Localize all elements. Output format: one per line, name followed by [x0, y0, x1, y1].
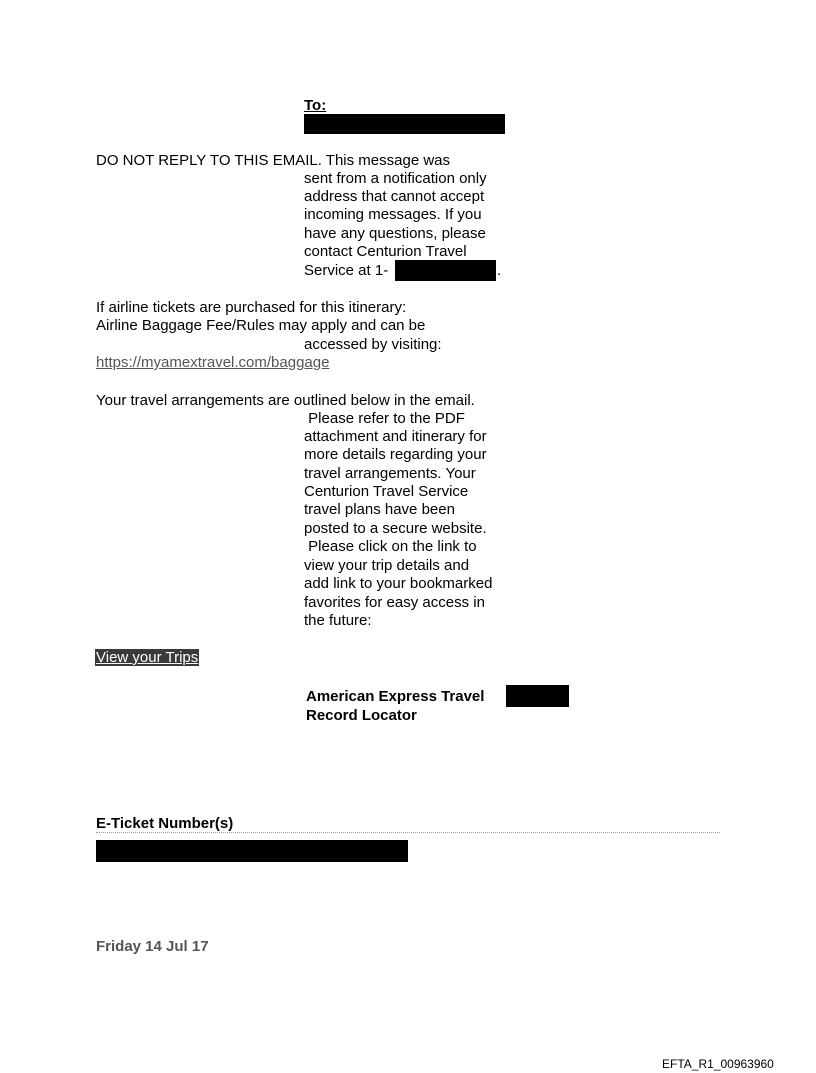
- redacted-recipient: [304, 114, 505, 134]
- redacted-eticket-numbers: [96, 840, 408, 862]
- arrangements-line: add link to your bookmarked: [304, 575, 493, 592]
- baggage-link[interactable]: https://myamextravel.com/baggage: [96, 354, 330, 371]
- notice-line: address that cannot accept: [304, 188, 485, 205]
- notice-line: incoming messages. If you: [304, 206, 482, 223]
- baggage-line: Airline Baggage Fee/Rules may apply and can be: [96, 317, 426, 334]
- record-locator-title: American Express Travel: [306, 688, 485, 705]
- notice-line: have any questions, please: [304, 225, 486, 242]
- notice-line: DO NOT REPLY TO THIS EMAIL. This message was: [96, 152, 451, 169]
- redacted-record-locator: [506, 685, 569, 707]
- arrangements-line: posted to a secure website.: [304, 520, 487, 537]
- arrangements-line: the future:: [304, 612, 372, 629]
- itinerary-date: Friday 14 Jul 17: [96, 938, 209, 955]
- record-locator-label: Record Locator: [306, 707, 417, 724]
- baggage-line: accessed by visiting:: [304, 336, 442, 353]
- view-trips-link[interactable]: View your Trips: [96, 649, 199, 666]
- arrangements-line: travel plans have been: [304, 501, 455, 518]
- notice-line: .: [497, 262, 502, 279]
- arrangements-line: more details regarding your: [304, 446, 487, 463]
- arrangements-line: Centurion Travel Service: [304, 483, 469, 500]
- to-label: To:: [304, 97, 327, 114]
- notice-line: sent from a notification only: [304, 170, 487, 187]
- arrangements-line: view your trip details and: [304, 557, 470, 574]
- arrangements-line: favorites for easy access in: [304, 594, 485, 611]
- eticket-heading: E-Ticket Number(s): [96, 815, 234, 832]
- arrangements-line: attachment and itinerary for: [304, 428, 487, 445]
- arrangements-line: Please refer to the PDF: [304, 410, 465, 427]
- arrangements-line: travel arrangements. Your: [304, 465, 476, 482]
- arrangements-line: Your travel arrangements are outlined below in the email.: [96, 392, 475, 409]
- arrangements-line: Please click on the link to: [304, 538, 477, 555]
- eticket-divider: [96, 832, 720, 833]
- view-trips-wrapper: [95, 649, 199, 667]
- notice-line: Service at 1-: [304, 262, 389, 279]
- document-id: EFTA_R1_00963960: [662, 1057, 774, 1071]
- redacted-phone: [395, 260, 496, 281]
- notice-line: contact Centurion Travel: [304, 243, 467, 260]
- baggage-line: If airline tickets are purchased for this itinerary:: [96, 299, 407, 316]
